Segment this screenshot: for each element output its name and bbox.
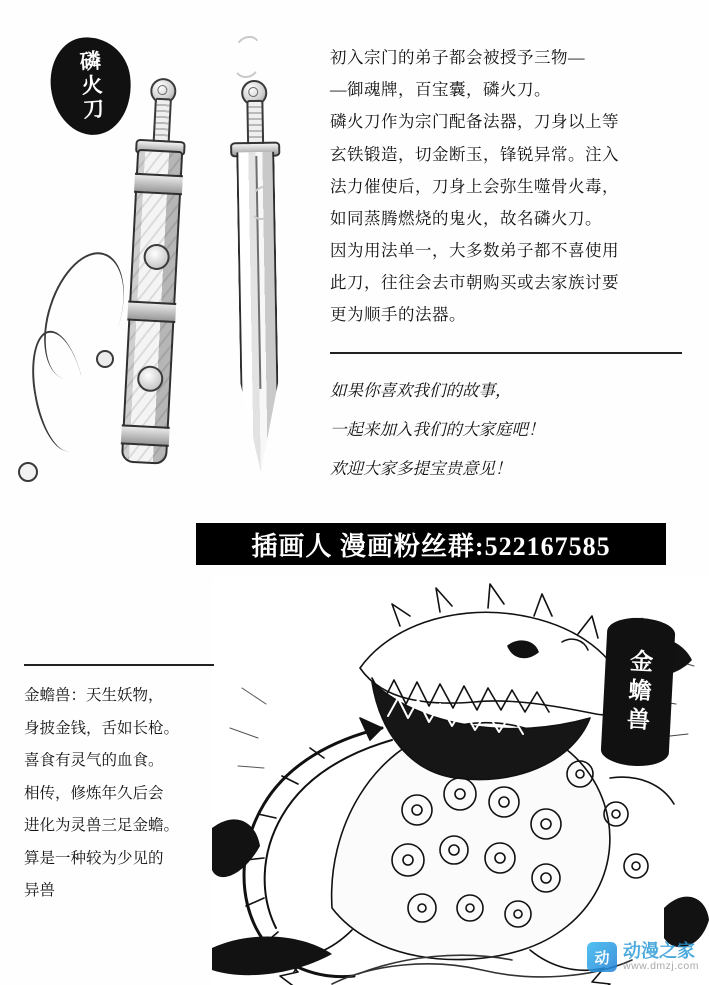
description-line: 更为顺手的法器。 — [330, 305, 466, 325]
description-line: 初入宗门的弟子都会被授予三物— — [330, 48, 585, 67]
beast-section-divider — [24, 664, 214, 666]
description-line: 磷火刀作为宗门配备法器，刀身以上等 — [330, 112, 619, 132]
beast-description — [24, 680, 214, 908]
beast-description-line: 相传，修炼年久后会 — [24, 784, 164, 802]
beast-name-seal-label: 金蟾兽 — [623, 647, 653, 737]
beast-description-line: 金蟾兽：天生妖物， — [24, 687, 164, 704]
watermark-logo-icon: 动 — [587, 942, 617, 972]
scabbard-band — [121, 424, 170, 446]
scabbard-band — [127, 301, 176, 323]
beast-name-seal — [600, 616, 676, 767]
description-line: 此刀，往往会去市朝购买或去家族讨要 — [330, 273, 619, 293]
site-watermark — [587, 942, 699, 973]
description-line: 如同蒸腾燃烧的鬼火，故名磷火刀。 — [330, 208, 602, 228]
description-line: 因为用法单一，大多数弟子都不喜使用 — [330, 241, 619, 261]
invitation-line: 一起来加入我们的大家庭吧！ — [330, 419, 545, 439]
beast-description-line: 算是一种较为少见的 — [24, 849, 164, 867]
invitation-line: 如果你喜欢我们的故事， — [330, 381, 512, 400]
fan-group-banner-label: 插画人 漫画粉丝群:522167585 — [251, 531, 611, 561]
cord-bead — [96, 350, 114, 368]
invitation-line: 欢迎大家多提宝贵意见！ — [330, 458, 512, 478]
sheathed-sword — [111, 76, 192, 479]
scabbard-ring — [137, 365, 164, 392]
sword-name-seal-label: 磷火刀 — [76, 49, 106, 123]
smoke-wisp-icon — [232, 36, 262, 78]
beast-description-line: 异兽 — [24, 882, 56, 900]
watermark-title: 动漫之家 — [622, 940, 695, 961]
scabbard-band — [134, 173, 183, 195]
watermark-url: www.dmzj.com — [622, 960, 699, 973]
description-line: —御魂牌，百宝囊，磷火刀。 — [330, 80, 551, 100]
sword-description — [330, 42, 680, 332]
invitation-text — [330, 372, 682, 488]
sword-illustration — [0, 0, 320, 500]
beast-description-line: 喜食有灵气的血食。 — [24, 752, 164, 770]
beast-description-line: 进化为灵兽三足金蟾。 — [24, 817, 180, 835]
section-divider — [330, 352, 682, 354]
scabbard-ring — [143, 243, 170, 270]
beast-description-line: 身披金钱，舌如长枪。 — [24, 719, 180, 737]
description-line: 法力催使后，刀身上会弥生噬骨火毒， — [330, 176, 619, 196]
sword-scabbard — [121, 149, 183, 465]
cord-bead — [18, 462, 38, 482]
sword-name-seal — [46, 34, 135, 139]
fan-group-banner — [196, 523, 666, 565]
bare-blade-sword — [222, 79, 289, 480]
description-line: 玄铁锻造，切金断玉，锋锐异常。注入 — [330, 144, 619, 164]
